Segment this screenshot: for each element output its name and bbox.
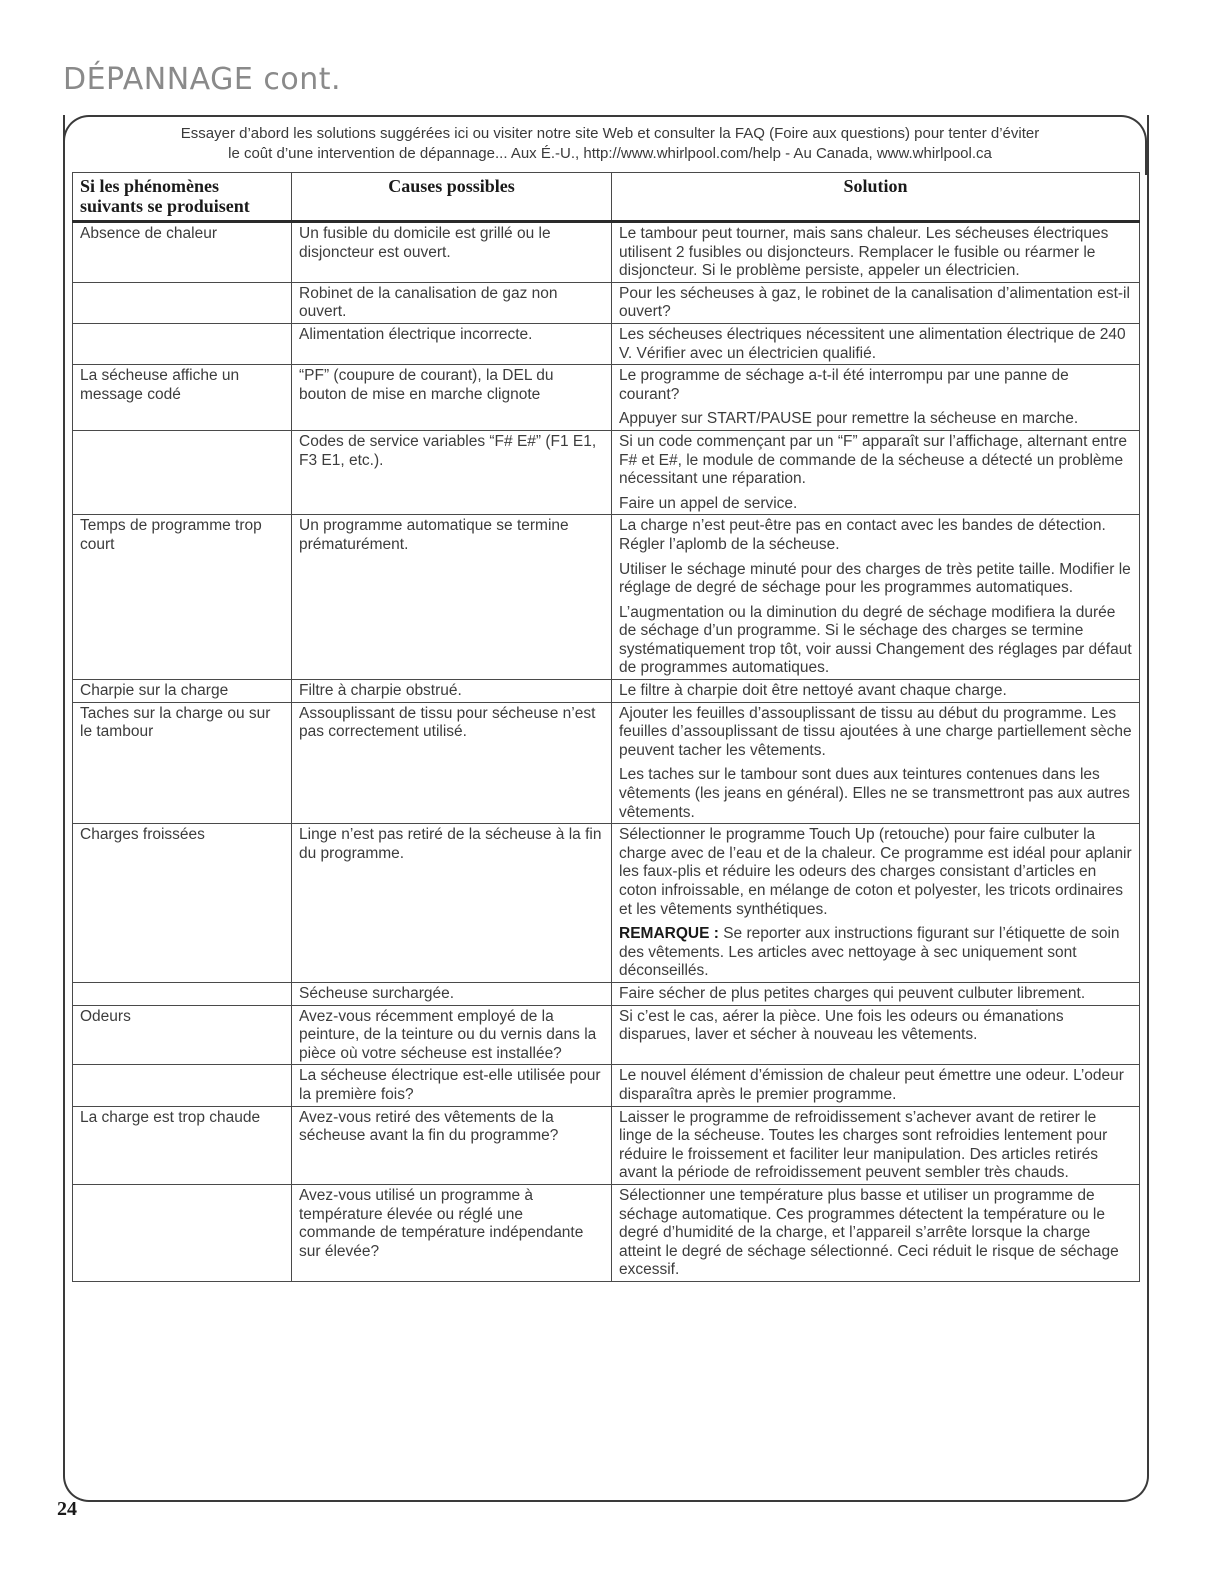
solution-cell (612, 365, 1140, 431)
solution-paragraph: Laisser le programme de refroidissement s’achever avant de retirer le linge de la sécheuse. Toutes les charges sont refroidies lentement pour réduire le froissement et faciliter leur manipulation. Des articles retirés avant la période de refroidissement peuvent sembler très chauds. (619, 1108, 1108, 1182)
table-row (73, 282, 1140, 323)
solution-paragraph: Si c’est le cas, aérer la pièce. Une fois les odeurs ou émanations disparues, laver et sécher à nouveau les vêtements. (619, 1007, 1064, 1044)
table-row (73, 222, 1140, 283)
symptom-cell: Charges froissées (73, 824, 292, 983)
solution-cell (612, 430, 1140, 514)
solution-paragraph: Le filtre à charpie doit être nettoyé avant chaque charge. (619, 682, 1007, 700)
solution-paragraph: Le nouvel élément d’émission de chaleur peut émettre une odeur. L’odeur disparaîtra après le premier programme. (619, 1067, 1124, 1103)
solution-cell (612, 323, 1140, 364)
solution-cell (612, 515, 1140, 680)
table-row (73, 702, 1140, 824)
table-row (73, 680, 1140, 703)
cause-cell: Avez-vous utilisé un programme à température élevée ou réglé une commande de température indépendante sur élevée? (292, 1184, 612, 1281)
symptom-cell (73, 430, 292, 514)
solution-cell (612, 824, 1140, 983)
header-symptom: Si les phénomènes suivants se produisent (73, 173, 292, 222)
symptom-cell (73, 982, 292, 1005)
solution-paragraph: Ajouter les feuilles d’assouplissant de tissu au début du programme. Les feuilles d’assouplissant de tissu ajoutées à une charge partiellement sèche peuvent tacher les vêtements. (619, 704, 1132, 759)
table-row (73, 515, 1140, 680)
symptom-cell: Absence de chaleur (73, 222, 292, 283)
solution-cell (612, 1184, 1140, 1281)
solution-cell (612, 1065, 1140, 1106)
table-row (73, 430, 1140, 514)
symptom-cell: Charpie sur la charge (73, 680, 292, 703)
intro-line-2: le coût d’une intervention de dépannage... Aux É.-U., http://www.whirlpool.com/help - Au Canada, www.whirlpool.ca (228, 145, 992, 162)
solution-cell (612, 282, 1140, 323)
symptom-cell: Taches sur la charge ou sur le tambour (73, 702, 292, 824)
solution-cell (612, 982, 1140, 1005)
cause-cell: Un fusible du domicile est grillé ou le disjoncteur est ouvert. (292, 222, 612, 283)
cause-cell: Assouplissant de tissu pour sécheuse n’est pas correctement utilisé. (292, 702, 612, 824)
remarque-label: REMARQUE : (619, 925, 719, 943)
solution-paragraph: Sélectionner le programme Touch Up (retouche) pour faire culbuter la charge avec de l’eau et de la chaleur. Ce programme est idéal pour aplanir les faux-plis et réduire les odeurs des charges consistant d’articles en coton infroissable, en mélange de coton et polyester, les tricots ordinaires et les vêtements synthétiques. (619, 826, 1132, 918)
cause-cell: “PF” (coupure de courant), la DEL du bouton de mise en marche clignote (292, 365, 612, 431)
symptom-cell: La charge est trop chaude (73, 1106, 292, 1184)
table-row (73, 1065, 1140, 1106)
cause-cell: La sécheuse électrique est-elle utilisée pour la première fois? (292, 1065, 612, 1106)
remarque-text: Se reporter aux instructions figurant sur l’étiquette de soin des vêtements. Les articles avec nettoyage à sec uniquement sont déconseillés. (619, 925, 1120, 980)
solution-paragraph: Sélectionner une température plus basse et utiliser un programme de séchage automatique. Ces programmes détectent la température ou le degré d’humidité de la charge, et l’appareil s’arrête lorsque la charge atteint le degré de séchage sélectionné. Ceci réduit le risque de séchage excessif. (619, 1186, 1119, 1279)
solution-paragraph: Pour les sécheuses à gaz, le robinet de la canalisation d’alimentation est-il ouvert? (619, 284, 1130, 321)
table-row (73, 1184, 1140, 1281)
solution-cell (612, 702, 1140, 824)
solution-paragraph: Le tambour peut tourner, mais sans chaleur. Les sécheuses électriques utilisent 2 fusibles ou disjoncteurs. Remplacer le fusible ou réarmer le disjoncteur. Si le problème persiste, appeler un électricien. (619, 225, 1109, 280)
solution-paragraph: Faire sécher de plus petites charges qui peuvent culbuter librement. (619, 984, 1086, 1002)
solution-paragraph: La charge n’est peut-être pas en contact avec les bandes de détection. Régler l’aplomb de la sécheuse. (619, 517, 1106, 553)
table-row (73, 323, 1140, 364)
symptom-cell (73, 1184, 292, 1281)
solution-paragraph: Appuyer sur START/PAUSE pour remettre la sécheuse en marche. (619, 410, 1079, 428)
remarque-paragraph (619, 925, 1132, 981)
cause-cell: Un programme automatique se termine prématurément. (292, 515, 612, 680)
cause-cell: Avez-vous retiré des vêtements de la sécheuse avant la fin du programme? (292, 1106, 612, 1184)
solution-paragraph: Si un code commençant par un “F” apparaît sur l’affichage, alternant entre F# et E#, le module de commande de la sécheuse a détecté un problème nécessitant une réparation. (619, 432, 1128, 488)
cause-cell: Linge n’est pas retiré de la sécheuse à la fin du programme. (292, 824, 612, 983)
intro-text (80, 124, 1140, 164)
symptom-cell: Temps de programme trop court (73, 515, 292, 680)
symptom-cell (73, 323, 292, 364)
page-number: 24 (57, 1498, 77, 1520)
cause-cell: Robinet de la canalisation de gaz non ouvert. (292, 282, 612, 323)
cause-cell: Sécheuse surchargée. (292, 982, 612, 1005)
solution-paragraph: Utiliser le séchage minuté pour des charges de très petite taille. Modifier le réglage de degré de séchage pour les programmes automatiques. (619, 560, 1131, 597)
header-solution: Solution (612, 173, 1140, 222)
solution-paragraph: Les sécheuses électriques nécessitent une alimentation électrique de 240 V. Vérifier avec un électricien qualifié. (619, 325, 1126, 362)
cause-cell: Codes de service variables “F# E#” (F1 E1, F3 E1, etc.). (292, 430, 612, 514)
solution-cell (612, 680, 1140, 703)
table-row (73, 1005, 1140, 1065)
table-row (73, 1106, 1140, 1184)
solution-paragraph: Faire un appel de service. (619, 494, 798, 512)
cause-cell: Avez-vous récemment employé de la peinture, de la teinture ou du vernis dans la pièce où votre sécheuse est installée? (292, 1005, 612, 1065)
solution-paragraph: L’augmentation ou la diminution du degré de séchage modifiera la durée de séchage d’un programme. Si le séchage des charges se termine systématiquement trop tôt, voir aussi Changement des réglages par défaut de programmes automatiques. (619, 603, 1132, 677)
solution-cell (612, 1005, 1140, 1065)
symptom-cell: Odeurs (73, 1005, 292, 1065)
solution-cell (612, 1106, 1140, 1184)
symptom-cell: La sécheuse affiche un message codé (73, 365, 292, 431)
cause-cell: Filtre à charpie obstrué. (292, 680, 612, 703)
page-title: DÉPANNAGE cont. (63, 62, 342, 97)
troubleshooting-table (72, 172, 1140, 1282)
table-row (73, 982, 1140, 1005)
solution-cell (612, 222, 1140, 283)
solution-paragraph: Les taches sur le tambour sont dues aux teintures contenues dans les vêtements (les jeans en général). Elles ne se transmettront pas aux autres vêtements. (619, 766, 1130, 821)
table-row (73, 824, 1140, 983)
table-row (73, 365, 1140, 431)
table-header-row (73, 173, 1140, 222)
header-cause: Causes possibles (292, 173, 612, 222)
symptom-cell (73, 282, 292, 323)
solution-paragraph: Le programme de séchage a-t-il été interrompu par une panne de courant? (619, 367, 1069, 403)
intro-line-1: Essayer d’abord les solutions suggérées ici ou visiter notre site Web et consulter la FAQ (Foire aux questions) pour tenter d’éviter (180, 125, 1040, 142)
symptom-cell (73, 1065, 292, 1106)
cause-cell: Alimentation électrique incorrecte. (292, 323, 612, 364)
